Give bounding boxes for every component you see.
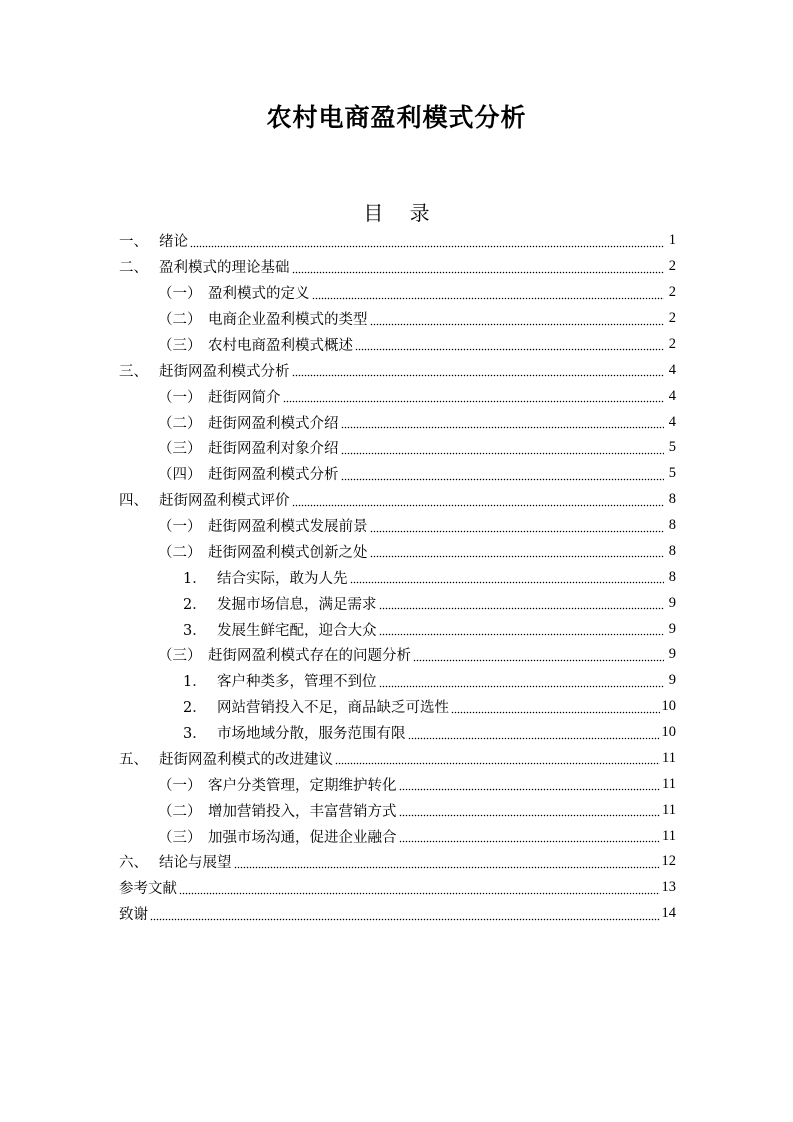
toc-entry-label	[119, 230, 188, 251]
toc-leader-dots	[292, 260, 665, 274]
toc-entry-number: 二、	[119, 260, 148, 277]
toc-leader-dots	[370, 544, 665, 558]
toc-leader-dots	[283, 389, 665, 403]
toc-entry-page: 8	[668, 542, 676, 559]
toc-leader-dots	[379, 674, 665, 688]
toc-entry[interactable]	[119, 849, 676, 875]
toc-entry-page: 11	[662, 749, 676, 766]
toc-entry-number: 四、	[119, 493, 148, 510]
toc-entry-text: 致谢	[119, 907, 148, 924]
toc-entry-page: 9	[668, 672, 676, 689]
toc-entry-text: 赶街网盈利模式介绍	[208, 415, 339, 432]
toc-entry-label	[119, 826, 397, 847]
toc-entry-label	[119, 644, 411, 665]
toc-leader-dots	[341, 415, 665, 429]
toc-entry-page: 12	[661, 853, 676, 870]
toc-entry-number: （一）	[158, 777, 202, 794]
toc-entry-label	[119, 619, 377, 640]
toc-entry-text: 赶街网盈利对象介绍	[208, 441, 339, 458]
toc-entry-label	[119, 437, 339, 458]
toc-entry-text: 增加营销投入，丰富营销方式	[208, 803, 397, 820]
toc-entry-text: 参考文献	[119, 881, 177, 898]
toc-entry-number: （一）	[158, 519, 202, 536]
toc-leader-dots	[370, 312, 665, 326]
toc-entry[interactable]	[119, 875, 676, 901]
toc-entry[interactable]	[119, 357, 676, 383]
toc-leader-dots	[399, 777, 661, 791]
toc-entry-page: 9	[668, 620, 676, 637]
toc-entry-page: 8	[668, 568, 676, 585]
toc-heading: 目 录	[363, 201, 440, 225]
toc-entry-text: 发展生鲜宅配，迎合大众	[217, 622, 377, 639]
toc-entry-text: 加强市场沟通，促进企业融合	[208, 829, 397, 846]
toc-entry-text: 电商企业盈利模式的类型	[208, 312, 368, 329]
toc-entry-page: 4	[668, 413, 676, 430]
toc-entry-number: 3．	[183, 622, 207, 639]
toc-entry[interactable]	[119, 771, 676, 797]
toc-entry-label	[119, 696, 449, 717]
toc-entry-number: （三）	[158, 648, 202, 665]
toc-entry[interactable]	[119, 280, 676, 306]
toc-entry-number: 三、	[119, 363, 148, 380]
toc-entry-page: 9	[668, 646, 676, 663]
toc-entry-text: 盈利模式的定义	[208, 286, 310, 303]
toc-entry-number: 六、	[119, 855, 148, 872]
toc-entry[interactable]	[119, 306, 676, 332]
toc-leader-dots	[341, 441, 665, 455]
toc-entry-label	[119, 334, 353, 355]
toc-entry-number: （一）	[158, 389, 202, 406]
toc-leader-dots	[179, 881, 660, 895]
toc-leader-dots	[312, 286, 665, 300]
toc-entry-label	[119, 851, 232, 872]
toc-entry-page: 8	[668, 517, 676, 534]
toc-entry-page: 11	[662, 827, 676, 844]
toc-entry[interactable]	[119, 487, 676, 513]
toc-entry-number: 3．	[183, 726, 207, 743]
toc-entry-text: 发掘市场信息，满足需求	[217, 596, 377, 613]
toc-entry-label	[119, 800, 397, 821]
toc-entry[interactable]	[119, 901, 676, 927]
toc-entry-page: 2	[668, 335, 676, 352]
toc-entry-number: 1．	[183, 570, 207, 587]
toc-entry-text: 网站营销投入不足，商品缺乏可选性	[217, 700, 449, 717]
toc-leader-dots	[292, 493, 665, 507]
toc-entry-text: 赶街网简介	[208, 389, 281, 406]
toc-entry[interactable]	[119, 332, 676, 358]
toc-entry[interactable]	[119, 797, 676, 823]
toc-entry-page: 11	[662, 801, 676, 818]
toc-entry-number: 五、	[119, 751, 148, 768]
toc-entry-label	[119, 567, 348, 588]
toc-entry-text: 农村电商盈利模式概述	[208, 337, 353, 354]
toc-entry[interactable]	[119, 694, 676, 720]
toc-entry-number: 2．	[183, 700, 207, 717]
toc-entry-number: （三）	[158, 829, 202, 846]
toc-entry-text: 赶街网盈利模式发展前景	[208, 519, 368, 536]
document-title: 农村电商盈利模式分析	[266, 103, 527, 132]
toc-entry-page: 13	[661, 879, 676, 896]
toc-entry-text: 赶街网盈利模式分析	[159, 363, 290, 380]
table-of-contents	[119, 228, 676, 927]
toc-entry-number: 2．	[183, 596, 207, 613]
toc-entry-number: （二）	[158, 544, 202, 561]
toc-leader-dots	[234, 855, 660, 869]
toc-entry[interactable]	[119, 720, 676, 746]
toc-leader-dots	[399, 803, 661, 817]
toc-entry-page: 8	[668, 491, 676, 508]
toc-entry-page: 14	[661, 905, 676, 922]
toc-entry[interactable]	[119, 513, 676, 539]
toc-entry-number: （二）	[158, 415, 202, 432]
toc-entry[interactable]	[119, 228, 676, 254]
toc-entry[interactable]	[119, 564, 676, 590]
toc-entry-label	[119, 360, 290, 381]
toc-leader-dots	[451, 700, 660, 714]
toc-leader-dots	[399, 829, 661, 843]
toc-entry-text: 盈利模式的理论基础	[159, 260, 290, 277]
toc-entry[interactable]	[119, 409, 676, 435]
toc-entry-label	[119, 593, 377, 614]
toc-entry-page: 4	[668, 387, 676, 404]
toc-entry[interactable]	[119, 668, 676, 694]
toc-leader-dots	[350, 570, 665, 584]
toc-entry-number: （三）	[158, 337, 202, 354]
toc-entry[interactable]	[119, 823, 676, 849]
toc-entry[interactable]	[119, 590, 676, 616]
toc-entry[interactable]	[119, 616, 676, 642]
toc-entry-page: 5	[668, 439, 676, 456]
toc-entry-page: 2	[668, 310, 676, 327]
toc-entry-page: 2	[668, 258, 676, 275]
toc-entry-page: 9	[668, 594, 676, 611]
toc-entry-label	[119, 541, 368, 562]
toc-entry-text: 结论与展望	[159, 855, 232, 872]
toc-entry-text: 客户种类多，管理不到位	[217, 674, 377, 691]
toc-entry[interactable]	[119, 254, 676, 280]
toc-entry-number: （二）	[158, 312, 202, 329]
toc-leader-dots	[341, 467, 665, 481]
toc-entry-text: 客户分类管理，定期维护转化	[208, 777, 397, 794]
toc-entry[interactable]	[119, 642, 676, 668]
toc-entry-text: 赶街网盈利模式的改进建议	[159, 751, 333, 768]
toc-entry-label	[119, 722, 406, 743]
toc-leader-dots	[292, 363, 665, 377]
toc-leader-dots	[379, 596, 665, 610]
toc-entry-page: 4	[668, 361, 676, 378]
toc-leader-dots	[190, 234, 664, 248]
toc-entry-label	[119, 489, 290, 510]
toc-entry-text: 赶街网盈利模式创新之处	[208, 544, 368, 561]
toc-entry-label	[119, 282, 310, 303]
toc-leader-dots	[150, 907, 660, 921]
toc-leader-dots	[408, 726, 660, 740]
toc-entry-label	[119, 386, 281, 407]
toc-entry[interactable]	[119, 539, 676, 565]
toc-leader-dots	[370, 519, 665, 533]
toc-entry-label	[119, 774, 397, 795]
toc-entry-label	[119, 903, 148, 924]
toc-entry[interactable]	[119, 435, 676, 461]
toc-entry-text: 结合实际，敢为人先	[217, 570, 348, 587]
toc-entry-page: 11	[662, 775, 676, 792]
toc-entry-label	[119, 748, 333, 769]
toc-entry-number: （一）	[158, 286, 202, 303]
toc-entry-number: （二）	[158, 803, 202, 820]
toc-entry-label	[119, 256, 290, 277]
toc-entry[interactable]	[119, 383, 676, 409]
toc-entry-number: （三）	[158, 441, 202, 458]
toc-entry[interactable]	[119, 746, 676, 772]
toc-entry-number: 一、	[119, 234, 148, 251]
toc-leader-dots	[335, 751, 660, 765]
toc-entry-label	[119, 515, 368, 536]
toc-entry-text: 赶街网盈利模式评价	[159, 493, 290, 510]
toc-entry-page: 2	[668, 284, 676, 301]
toc-entry-label	[119, 412, 339, 433]
toc-entry-label	[119, 877, 177, 898]
toc-entry-text: 赶街网盈利模式分析	[208, 467, 339, 484]
toc-entry-page: 10	[661, 698, 676, 715]
toc-leader-dots	[413, 648, 664, 662]
toc-entry-text: 绪论	[159, 234, 188, 251]
toc-entry-text: 赶街网盈利模式存在的问题分析	[208, 648, 411, 665]
toc-entry-text: 市场地域分散，服务范围有限	[217, 726, 406, 743]
toc-entry-number: （四）	[158, 467, 202, 484]
toc-entry-page: 5	[668, 465, 676, 482]
toc-entry[interactable]	[119, 461, 676, 487]
toc-entry-label	[119, 308, 368, 329]
toc-leader-dots	[355, 337, 664, 351]
toc-entry-number: 1．	[183, 674, 207, 691]
toc-entry-label	[119, 463, 339, 484]
toc-entry-label	[119, 670, 377, 691]
toc-entry-page: 10	[661, 724, 676, 741]
toc-entry-page: 1	[668, 232, 676, 249]
toc-leader-dots	[379, 622, 665, 636]
